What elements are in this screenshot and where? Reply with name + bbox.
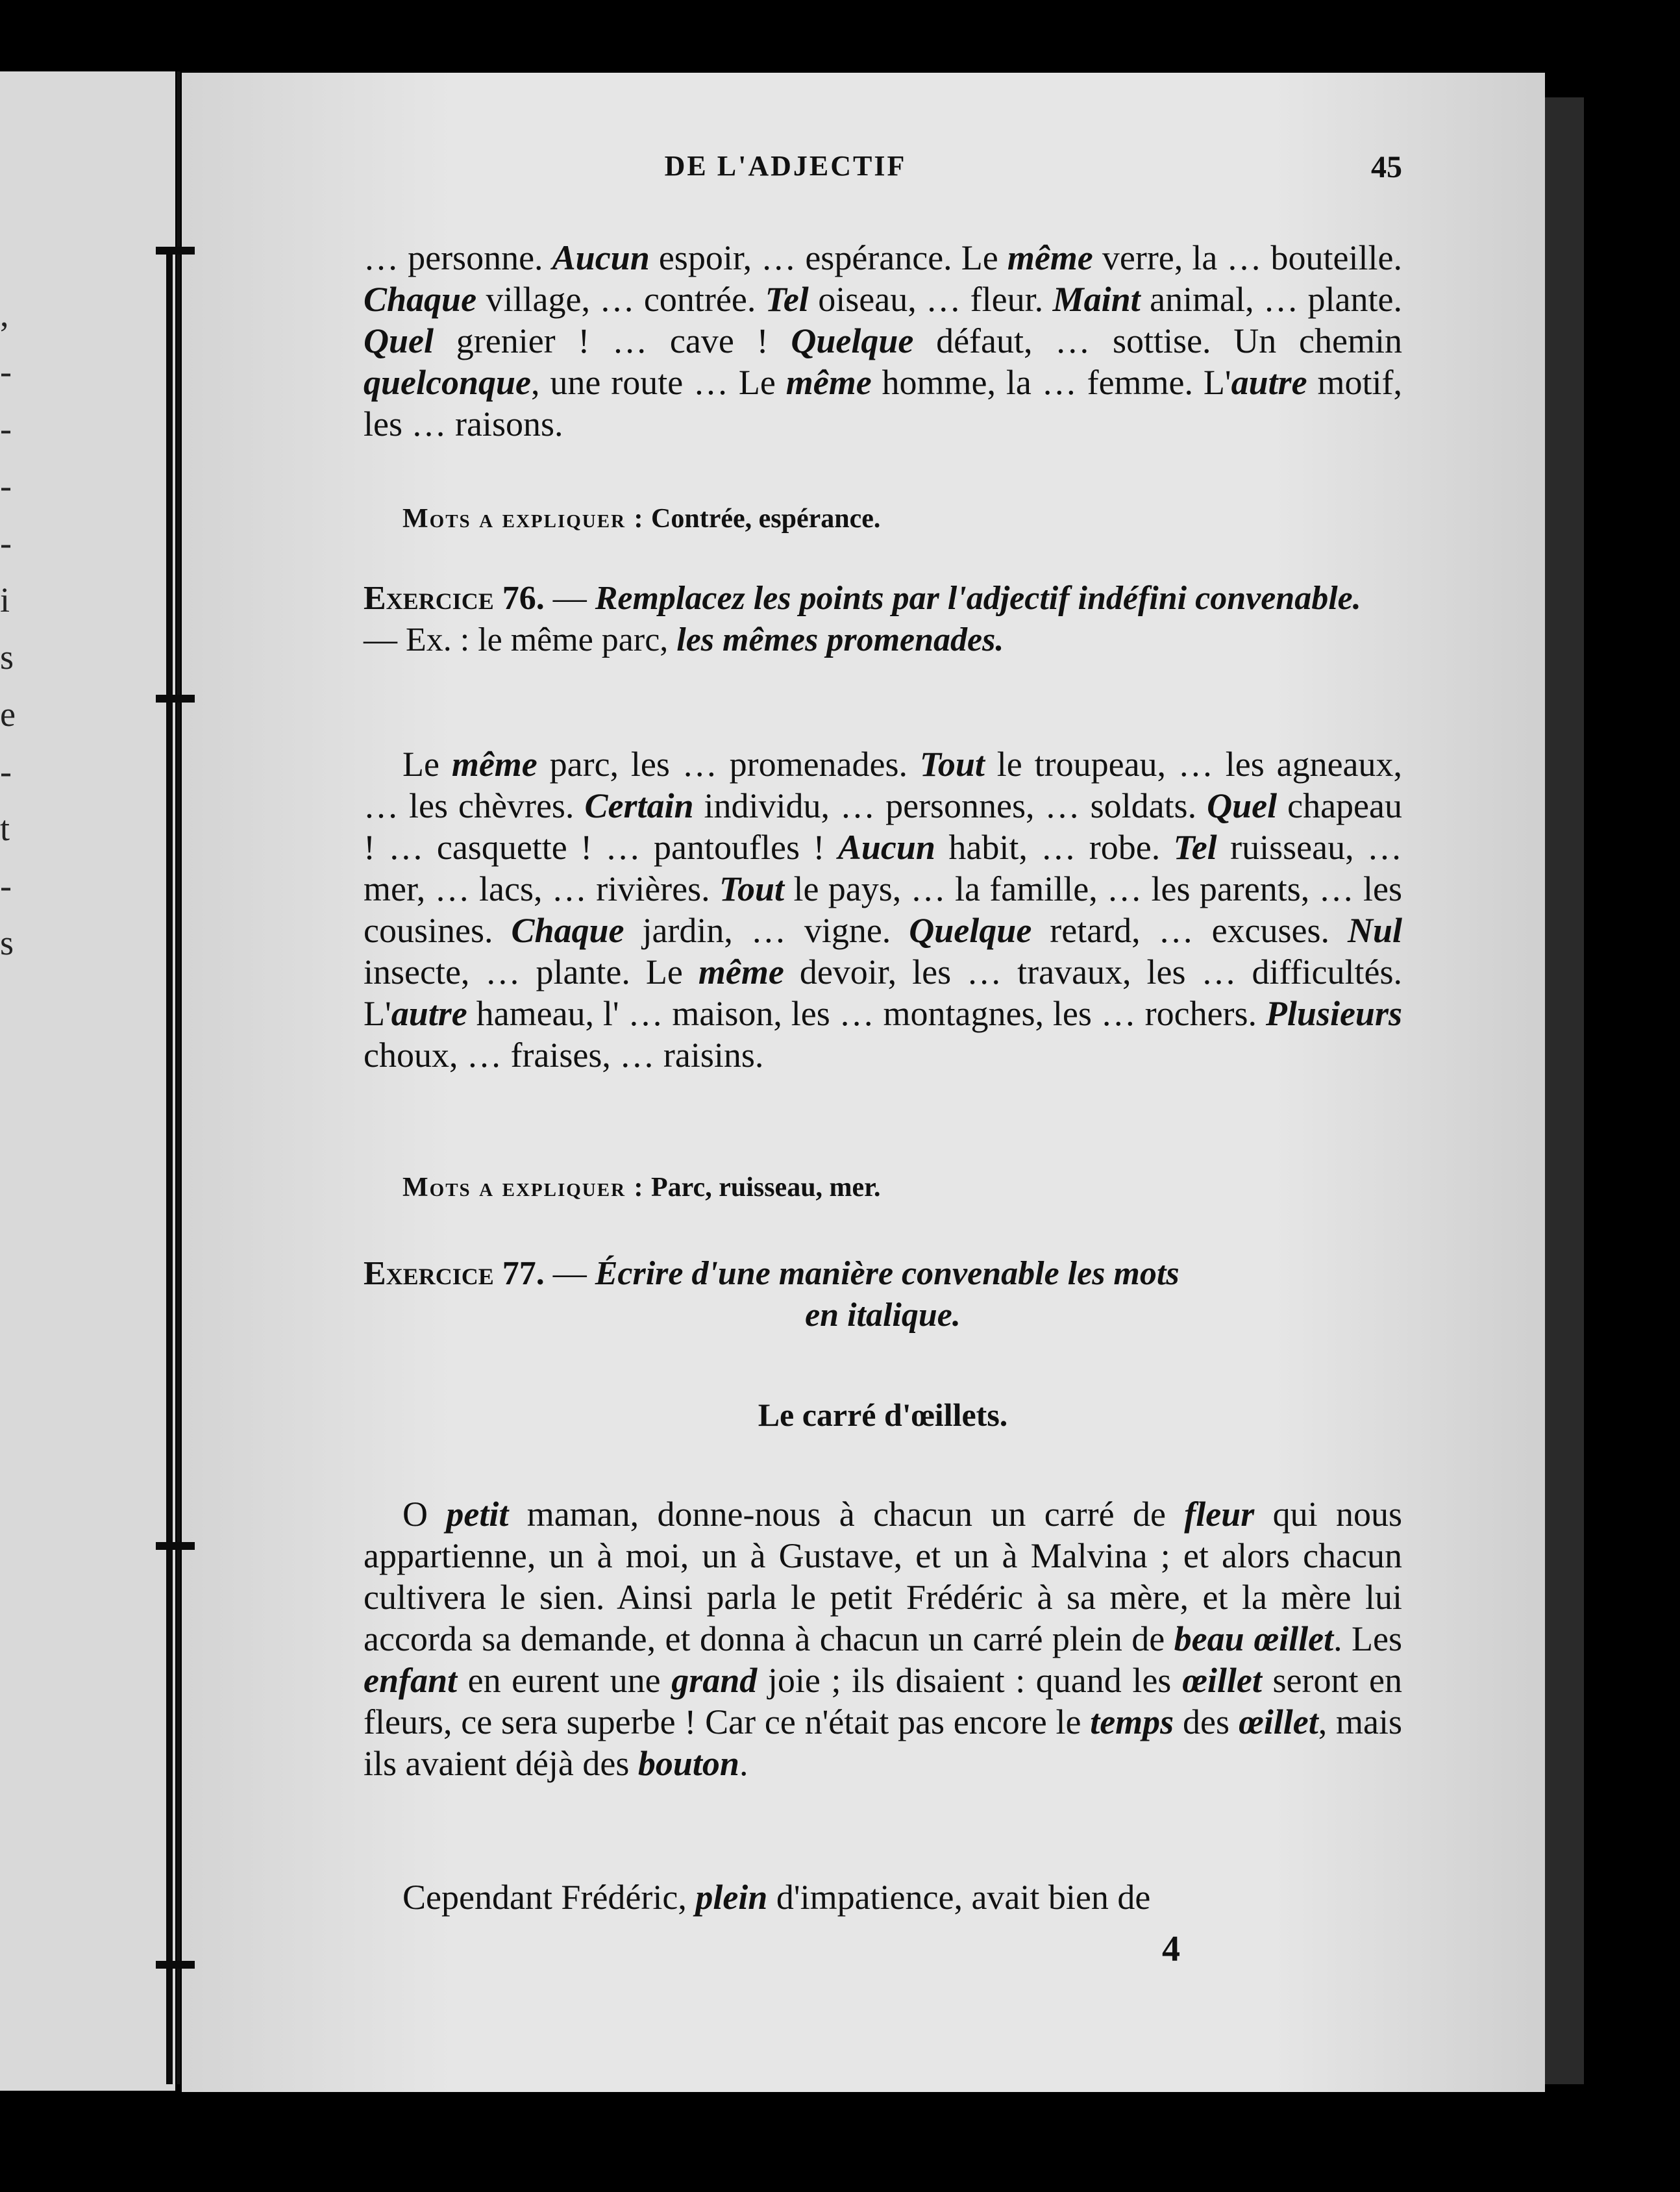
facing-page-mark: - [0,466,12,505]
facing-page-mark: s [0,638,14,677]
exercise-77-instruction-cont: en italique. [805,1297,961,1334]
facing-page-mark: - [0,352,12,391]
spine-bar [166,1967,173,2084]
exercise-76-dash: — [544,580,595,617]
exercise-76-text: Le même parc, les … promenades. Tout le troupeau, … les agneaux, … les chèvres. Certain individu, … personnes, … soldats. Quel chapeau ! … casquette ! … pantoufles ! Aucun habit, … robe. Tel ruisseau, … mer, … lacs, … rivières. Tout le pays, … la famille, … les parents, … les cousines. Chaque jardin, … vigne. Quelque retard, … excuses. Nul insecte, … plante. Le même devoir, les … travaux, les … difficultés. L'autre hameau, l' … maison, les … montagnes, les … rochers. Plusieurs choux, … fraises, … raisins. [364,745,1403,1075]
words-to-explain-label: Mots a expliquer : [402,504,645,534]
exercise-77-label: Exercice 77. [364,1255,545,1292]
facing-page-edge [0,71,175,2091]
spine-bar [166,247,173,701]
exercise-77-instruction: Écrire d'une manière convenable les mots [595,1255,1180,1292]
facing-page-mark: - [0,752,12,791]
facing-page-mark: , [0,295,9,334]
exercise-76-label: Exercice 76. [364,580,545,617]
facing-page-mark: i [0,580,10,619]
spine-tick [156,695,195,703]
running-title: DE L'ADJECTIF [664,150,907,182]
words-to-explain-list: Contrée, espérance. [651,504,881,534]
page-edge-shadow [1545,97,1584,2084]
exercise-77-heading [364,1253,1402,1336]
section-title: Le carré d'œillets. [758,1397,1008,1433]
exercise-77-dash: — [544,1255,595,1292]
signature-mark: 4 [1162,1929,1180,1969]
exercise-77-paragraph-1: O petit maman, donne-nous à chacun un carré de fleur qui nous appartienne, un à moi, un à Gustave, et un à Malvina ; et alors chacun cultivera le sien. Ainsi parla le petit Frédéric à sa mère, et la mère lui accorda sa demande, et donna à chacun un carré plein de beau œillet. Les enfant en eurent une grand joie ; ils disaient : quand les œillet seront en fleurs, ce sera superbe ! Car ce n'était pas encore le temps des œillet, mais ils avaient déjà des bouton. [364,1495,1403,1783]
spine-bar [166,701,173,1545]
exercise-77-paragraph-2: Cependant Frédéric, plein d'impatience, avait bien de [402,1878,1151,1917]
words-to-explain-label: Mots a expliquer : [402,1173,645,1202]
facing-page-mark: e [0,695,16,734]
facing-page-mark: - [0,409,12,448]
spine-tick [156,1542,195,1550]
exercise-76-example: les mêmes promenades. [676,621,1004,658]
words-to-explain-list: Parc, ruisseau, mer. [651,1173,881,1202]
exercise-76-instruction: Remplacez les points par l'adjectif indéfini convenable. [595,580,1361,617]
facing-page-mark: s [0,923,14,962]
facing-page-mark: - [0,866,12,905]
words-to-explain-75 [402,503,880,534]
exercise-76-heading [364,578,1402,661]
facing-page-mark: t [0,809,10,848]
facing-page-marks [0,286,19,971]
binding-spine [156,78,182,2084]
spine-bar [166,1545,173,1967]
exercise-75-text: … personne. Aucun espoir, … espérance. Le même verre, la … bouteille. Chaque village, … contrée. Tel oiseau, … fleur. Maint animal, … plante. Quel grenier ! … cave ! Quelque défaut, … sottise. Un chemin quelconque, une route … Le même homme, la … femme. L'autre motif, les … raisons. [364,238,1402,443]
running-head [364,149,1402,195]
facing-page-mark: - [0,523,12,562]
exercise-76-example-prefix: — Ex. : le même parc, [364,621,677,658]
words-to-explain-76 [402,1172,880,1203]
spine-tick [156,247,195,255]
spine-tick [156,1961,195,1969]
page-number: 45 [1371,150,1402,184]
